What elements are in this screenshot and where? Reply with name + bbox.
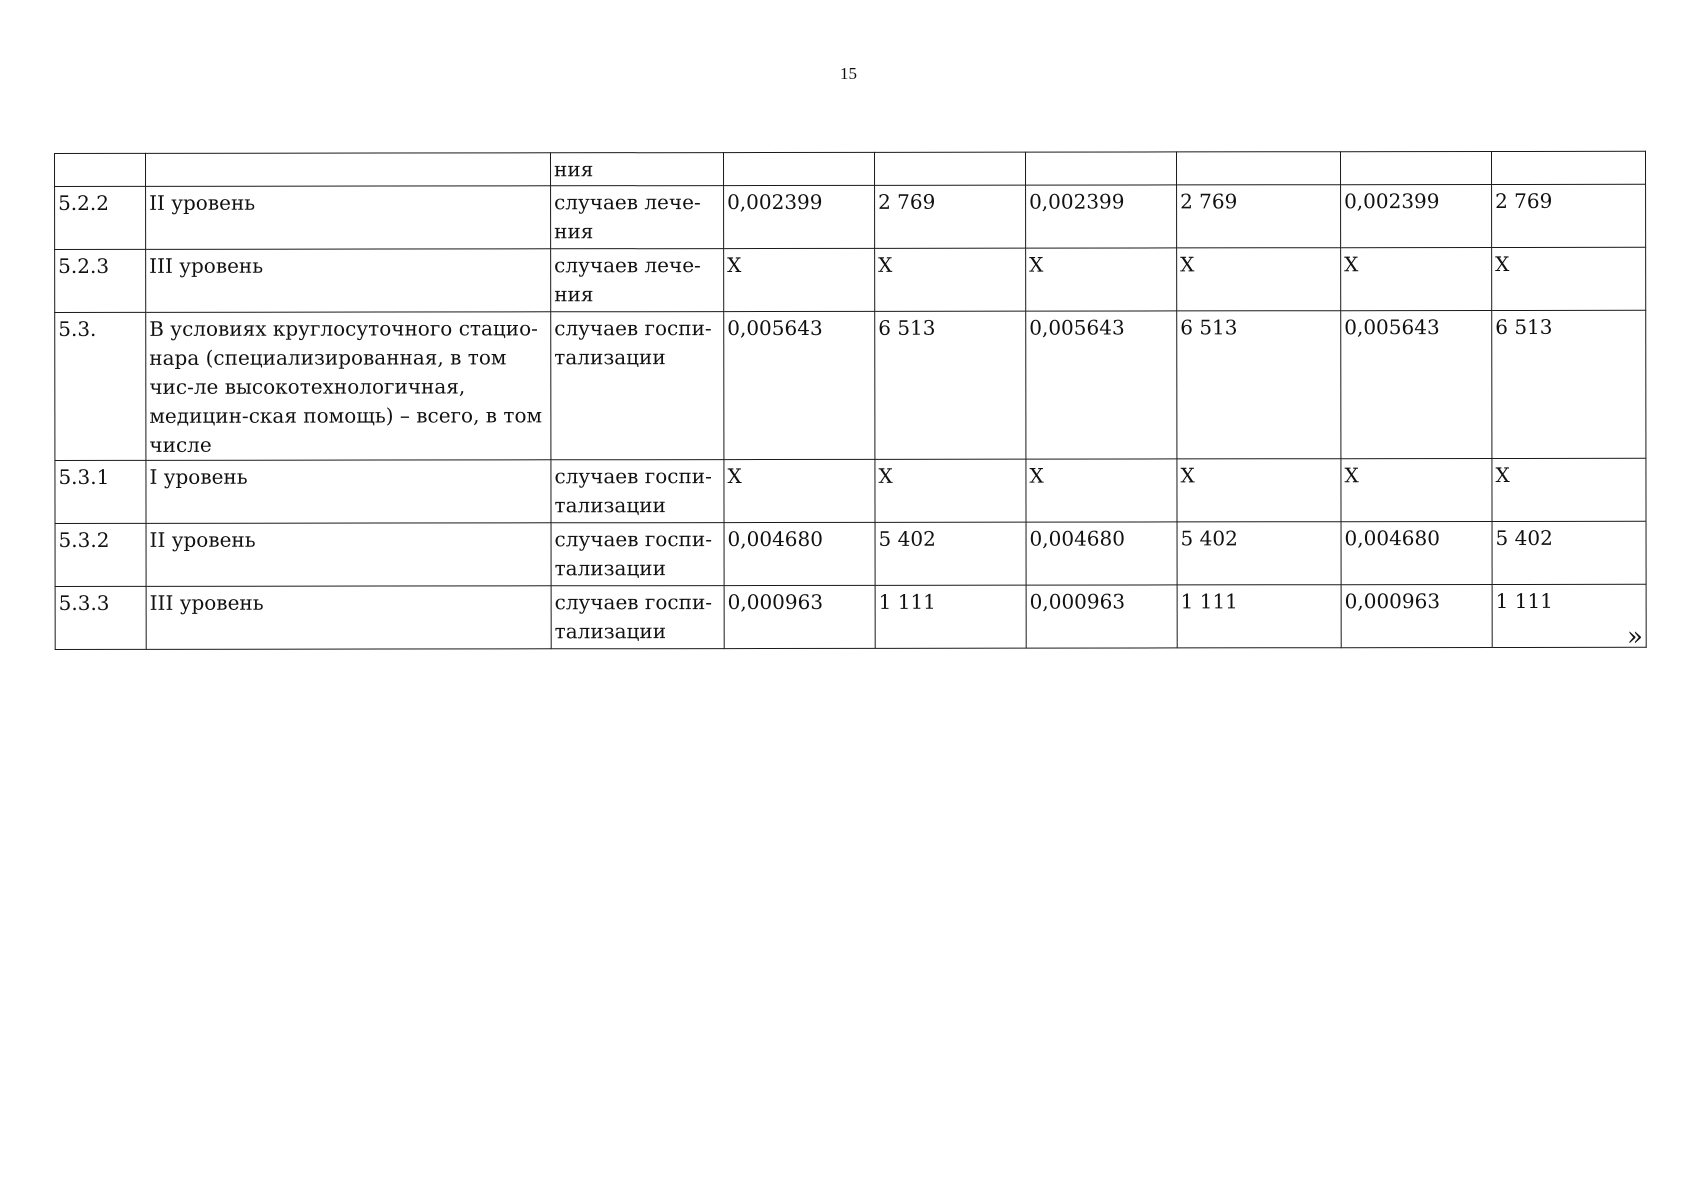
cell-value-4: 1 111 [1177, 585, 1341, 648]
cell-name: В условиях круглосуточного стацио-нара (специализированная, в том чис-ле высокотехнологичная, медицин-ская помощь) – всего, в том числе [146, 312, 551, 461]
cell-unit: случаев лече-ния [551, 186, 724, 249]
cell-value-1: 0,005643 [724, 311, 875, 459]
cell-value-1: 0,004680 [724, 522, 875, 585]
cell-value-5: 0,000963 [1341, 584, 1492, 647]
cell-name: II уровень [146, 186, 551, 250]
cell-value-1: 0,002399 [724, 185, 875, 248]
cell-value-2: 5 402 [875, 522, 1026, 585]
table-row [55, 151, 1646, 186]
cell-value-6: 1 111 [1492, 584, 1646, 647]
table-row [55, 521, 1646, 586]
cell-unit: случаев госпи-тализации [551, 523, 724, 586]
table-row [55, 184, 1646, 249]
cell-unit: случаев госпи-тализации [551, 460, 724, 523]
cell-value-3 [1025, 152, 1176, 185]
cell-name: III уровень [146, 249, 551, 313]
cell-name: II уровень [146, 523, 551, 587]
cell-unit: ния [551, 153, 724, 186]
cell-value-3: Х [1026, 459, 1177, 522]
table-row [55, 247, 1646, 312]
cell-value-5: Х [1341, 458, 1492, 521]
data-table [54, 151, 1647, 650]
cell-code: 5.3.2 [55, 523, 146, 586]
cell-value-6: 6 513 [1492, 310, 1646, 458]
cell-unit: случаев лече-ния [551, 249, 724, 312]
cell-value-1 [724, 152, 875, 185]
cell-value-6: 2 769 [1492, 184, 1646, 247]
cell-value-2: Х [875, 248, 1026, 311]
cell-value-5 [1340, 151, 1491, 184]
cell-name: I уровень [146, 460, 551, 524]
cell-code: 5.3.1 [55, 460, 146, 523]
cell-value-2 [874, 152, 1025, 185]
cell-value-5: 0,005643 [1341, 310, 1492, 458]
cell-value-6 [1491, 151, 1645, 184]
cell-value-4: 5 402 [1177, 522, 1341, 585]
cell-value-1: Х [724, 459, 875, 522]
cell-value-1: 0,000963 [724, 585, 875, 648]
cell-value-3: 0,002399 [1026, 185, 1177, 248]
closing-quote-mark: » [1627, 622, 1643, 652]
cell-value-2: 6 513 [875, 311, 1026, 459]
page-number: 15 [840, 64, 857, 83]
cell-value-3: 0,004680 [1026, 522, 1177, 585]
cell-value-6: Х [1492, 458, 1646, 521]
cell-value-1: Х [724, 248, 875, 311]
cell-code [55, 153, 146, 186]
cell-value-2: 2 769 [875, 185, 1026, 248]
cell-value-4: Х [1177, 248, 1341, 311]
cell-value-4: 6 513 [1177, 311, 1341, 459]
cell-name [146, 153, 551, 187]
cell-value-4: Х [1177, 459, 1341, 522]
cell-code: 5.2.2 [55, 186, 146, 249]
cell-code: 5.2.3 [55, 249, 146, 312]
cell-value-3: 0,000963 [1026, 585, 1177, 648]
table-row [55, 584, 1646, 649]
table-row [55, 310, 1646, 460]
cell-value-4: 2 769 [1177, 185, 1341, 248]
cell-unit: случаев госпи-тализации [551, 586, 724, 649]
cell-code: 5.3. [55, 312, 146, 460]
cell-value-2: Х [875, 459, 1026, 522]
cell-value-5: 0,004680 [1341, 521, 1492, 584]
cell-name: III уровень [146, 586, 551, 650]
cell-value-6: Х [1492, 247, 1646, 310]
cell-code: 5.3.3 [55, 586, 146, 649]
table-row [55, 458, 1646, 523]
cell-value-5: 0,002399 [1341, 184, 1492, 247]
cell-value-4 [1176, 152, 1340, 185]
cell-value-3: Х [1026, 248, 1177, 311]
cell-value-2: 1 111 [875, 585, 1026, 648]
cell-value-3: 0,005643 [1026, 311, 1177, 459]
cell-value-6: 5 402 [1492, 521, 1646, 584]
cell-value-5: Х [1341, 247, 1492, 310]
cell-unit: случаев госпи-тализации [551, 312, 724, 460]
